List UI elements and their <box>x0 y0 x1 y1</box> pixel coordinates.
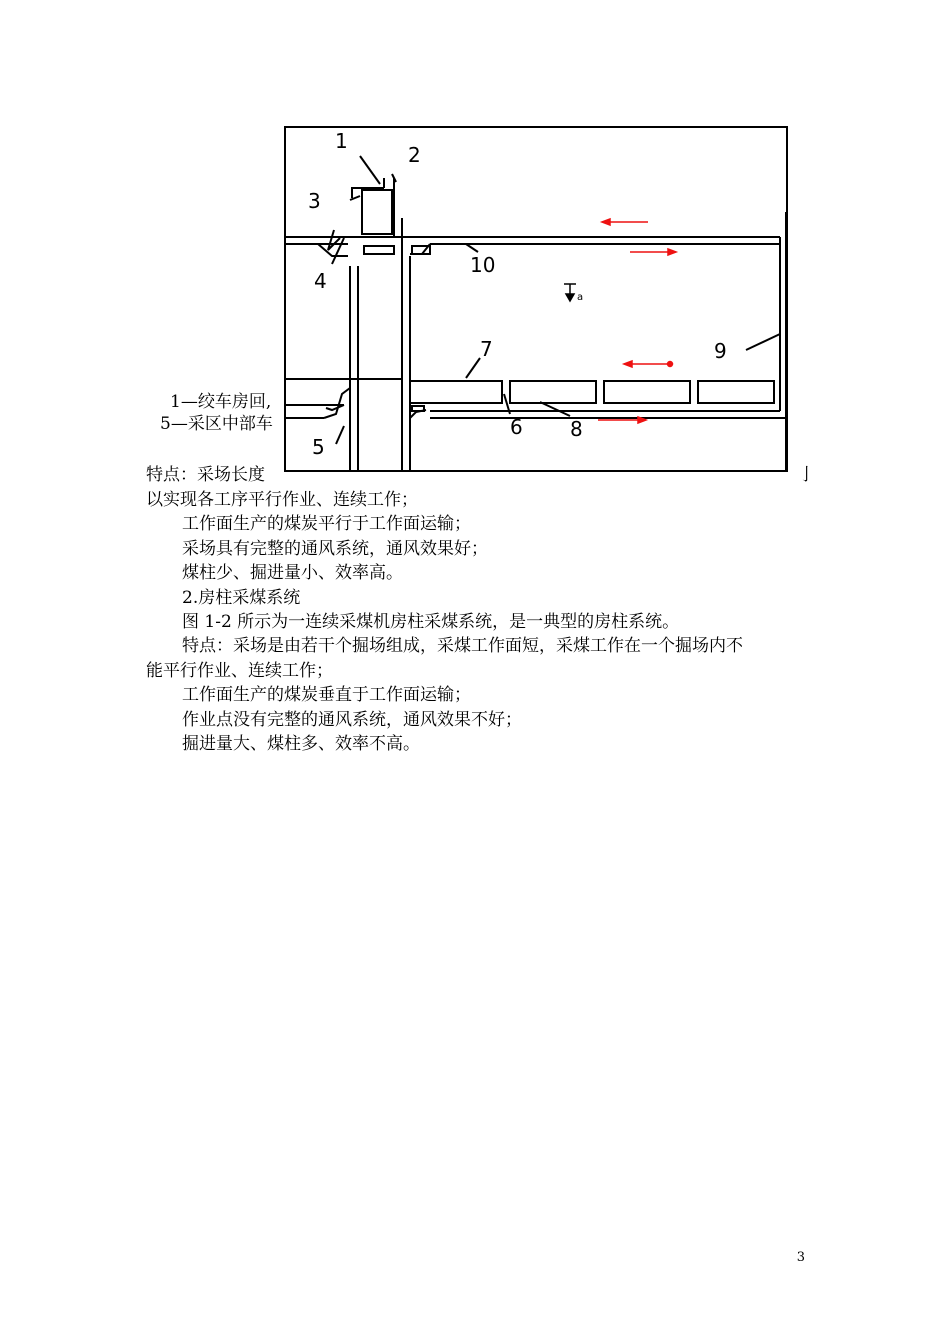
label-2: 2 <box>408 143 421 167</box>
paragraph-line: 能平行作业、连续工作； <box>146 661 333 681</box>
page-number: 3 <box>796 1250 805 1265</box>
label-6: 6 <box>510 415 523 439</box>
paragraph-line: 作业点没有完整的通风系统，通风效果不好； <box>182 710 522 730</box>
label-8: 8 <box>570 417 583 441</box>
legend-line-1: 1—绞车房回, <box>170 392 272 412</box>
figure-drawing <box>284 126 788 472</box>
paragraph-line: 采场具有完整的通风系统，通风效果好； <box>182 539 488 559</box>
paragraph-line: 图 1-2 所示为一连续采煤机房柱采煤系统，是一典型的房柱系统。 <box>182 612 680 632</box>
mining-system-figure <box>284 126 788 472</box>
marker-a-label: a <box>577 292 584 303</box>
paragraph-line: 掘进量大、煤柱多、效率不高。 <box>182 734 420 754</box>
paragraph-line: 2.房柱采煤系统 <box>182 588 301 608</box>
legend-line-2: 5—采区中部车 <box>160 414 273 434</box>
feature-line-start: 特点：采场长度 <box>146 465 265 485</box>
paragraph-line: 工作面生产的煤炭平行于工作面运输； <box>182 514 471 534</box>
label-7: 7 <box>480 337 493 361</box>
label-1: 1 <box>335 129 348 153</box>
label-3: 3 <box>308 189 321 213</box>
paragraph-line: 工作面生产的煤炭垂直于工作面运输； <box>182 685 471 705</box>
paragraph-line: 以实现各工序平行作业、连续工作； <box>146 490 418 510</box>
label-4: 4 <box>314 269 327 293</box>
paragraph-line: 煤柱少、掘进量小、效率高。 <box>182 563 403 583</box>
label-5: 5 <box>312 435 325 459</box>
label-9: 9 <box>714 339 727 363</box>
paragraph-line: 特点：采场是由若干个掘场组成，采煤工作面短，采煤工作在一个掘场内不 <box>182 636 743 656</box>
feature-line-end: 亅 <box>798 465 815 485</box>
label-10: 10 <box>470 253 496 277</box>
